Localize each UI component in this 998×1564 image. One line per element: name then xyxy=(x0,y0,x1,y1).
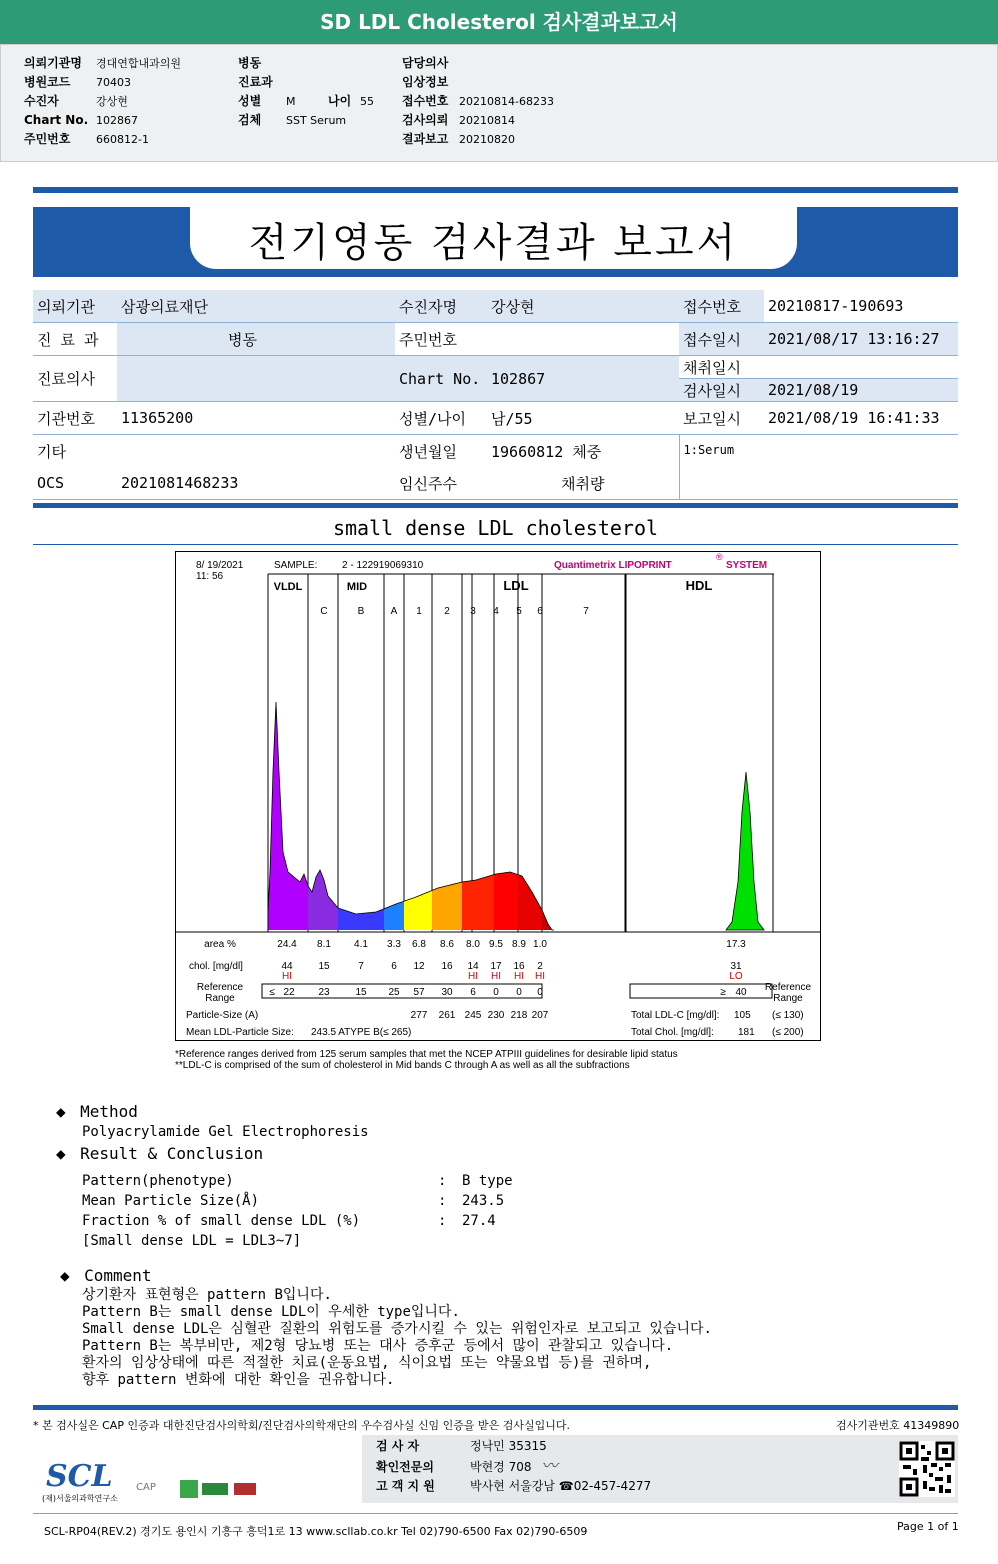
ref-value: 30 xyxy=(441,987,453,998)
chart-footnote-1: *Reference ranges derived from 125 serum samples that met the NCEP ATPIII guidelines for desirable lipid status xyxy=(175,1049,678,1060)
ref-hdl-box xyxy=(630,984,772,998)
chol-value: 6 xyxy=(391,961,397,972)
peak-fill-6 xyxy=(518,875,542,930)
diamond-bullet-icon: ◆ xyxy=(60,1266,70,1285)
chart-brand-tail: SYSTEM xyxy=(726,560,768,571)
band-label: 5 xyxy=(516,606,522,617)
particle-value: 277 xyxy=(410,1010,428,1021)
area-value: 17.3 xyxy=(726,939,746,950)
chart-footnote-2: **LDL-C is comprised of the sum of cholesterol in Mid bands C through A as well as all the subfractions xyxy=(175,1060,630,1071)
peak-fill-7 xyxy=(542,910,554,930)
comment-heading: Comment xyxy=(84,1266,152,1285)
ref-value: 6 xyxy=(470,987,476,998)
particle-label: Particle-Size (A) xyxy=(186,1010,259,1021)
band-label: 6 xyxy=(537,606,543,617)
header-col1: 의뢰기관명 경대연합내과의원 병원코드 70403 수진자 강상현 Chart No. 102867 주민번호 660812-1 xyxy=(24,56,182,146)
signature-icon: 〰 xyxy=(541,1456,558,1475)
chol-value: 44 xyxy=(281,961,293,972)
chol-value: 31 xyxy=(730,961,742,972)
area-value: 1.0 xyxy=(533,939,547,950)
inst-number: 검사기관번호 41349890 xyxy=(836,1419,960,1432)
band-label: 3 xyxy=(470,606,476,617)
chart-brand: Quantimetrix LIPOPRINT xyxy=(554,560,672,571)
total-chol-ref: (≤ 200) xyxy=(772,1027,804,1038)
area-value: 8.1 xyxy=(317,939,331,950)
area-value: 8.6 xyxy=(440,939,454,950)
chol-value: 16 xyxy=(513,961,525,972)
header-col2: 병동 진료과 성별 M 나이 55 검체 SST Serum xyxy=(238,56,374,127)
particle-value: 245 xyxy=(464,1010,482,1021)
section-rule xyxy=(33,503,958,508)
diamond-bullet-icon: ◆ xyxy=(56,1144,66,1163)
list-item: Mean Particle Size(Å) : 243.5 xyxy=(82,1193,505,1209)
comment-lines: 상기환자 표현형은 pattern B입니다. Pattern B는 small dense LDL이 우세한 type입니다. Small dense LDL은 심혈관 질환의 위험도를 증가시킬 수 있는 위험인자로 보고되고 있습니다. Pattern B는 복부비만, 제2형 당뇨병 또는 대사 증후군 등에서 많이 관찰되고 있습니다. 환자의 임상상태에 따른 적절한 치료(운동요법, 식이요법 또는 약물요법 등)를 권하며, 향후 pattern 변화에 대한 확인을 권유합니다. xyxy=(82,1287,712,1388)
report-header-title: SD LDL Cholesterol 검사결과보고서 xyxy=(0,0,998,44)
total-chol-value: 181 xyxy=(738,1027,755,1038)
area-value: 24.4 xyxy=(277,939,297,950)
total-ldl-label: Total LDL-C [mg/dl]: xyxy=(631,1010,720,1021)
report-title: 전기영동 검사결과 보고서 xyxy=(248,220,739,266)
table-row: 기타 생년월일 19660812 체중 1:Serum xyxy=(33,435,958,468)
hdl-peak xyxy=(726,772,764,930)
header-col3: 담당의사 임상정보 접수번호 20210814-68233 검사의뢰 20210814 결과보고 20210820 xyxy=(402,56,554,146)
group-label: VLDL xyxy=(273,581,303,593)
chol-value: 7 xyxy=(358,961,364,972)
chol-row-label: chol. [mg/dl] xyxy=(189,961,243,972)
band-label: A xyxy=(390,606,398,617)
table-row: 진료의사 Chart No. 102867 채취일시 xyxy=(33,356,958,379)
table-row: 검사일시 2021/08/19 xyxy=(33,379,958,402)
peak-fill-B xyxy=(308,870,338,930)
banner-top-rule xyxy=(33,187,958,193)
list-item: Fraction % of small dense LDL (%) : 27.4 xyxy=(82,1213,496,1229)
chol-value: 17 xyxy=(490,961,502,972)
group-label: MID xyxy=(346,581,368,593)
group-label: HDL xyxy=(685,578,713,593)
table-row: 진 료 과 병동 주민번호 접수일시 2021/08/17 13:16:27 xyxy=(33,323,958,356)
area-value: 9.5 xyxy=(489,939,503,950)
particle-value: 230 xyxy=(487,1010,505,1021)
ref-value: 15 xyxy=(355,987,367,998)
ref-right-label-2: Range xyxy=(773,993,803,1004)
result-heading: Result & Conclusion xyxy=(80,1144,264,1163)
ref-right-label-1: Reference xyxy=(764,982,812,993)
method-section xyxy=(56,1102,138,1121)
signature-lines: 검 사 자 정낙민 35315 확인전문의 박현경 708 〰 고 객 지 원 박사현 서울강남 ☎02-457-4277 xyxy=(376,1439,652,1493)
footer-rule xyxy=(33,1405,958,1410)
ref-value: 0 xyxy=(493,987,499,998)
particle-value: 207 xyxy=(531,1010,549,1021)
flag-value: HI xyxy=(282,971,292,982)
footer-address: SCL-RP04(REV.2) 경기도 용인시 기흥구 흥덕1로 13 www.scllab.co.kr Tel 02)790-6500 Fax 02)790-6509 xyxy=(44,1525,588,1538)
peak-fill-1 xyxy=(384,901,404,930)
chol-value: 12 xyxy=(413,961,425,972)
flag-value: HI xyxy=(468,971,478,982)
peak-fill-C xyxy=(268,702,308,930)
area-value: 3.3 xyxy=(387,939,401,950)
ref-value: 23 xyxy=(318,987,330,998)
ref-value: 57 xyxy=(413,987,425,998)
comment-section xyxy=(60,1266,152,1285)
chart-brand-mark: ® xyxy=(716,552,723,562)
method-heading: Method xyxy=(80,1102,138,1121)
peak-fill-5 xyxy=(494,872,518,930)
area-value: 8.0 xyxy=(466,939,480,950)
band-label: 1 xyxy=(416,606,422,617)
chol-value: 14 xyxy=(467,961,479,972)
total-ldl-value: 105 xyxy=(734,1010,751,1021)
chart-title-rule xyxy=(33,544,958,545)
band-label: 2 xyxy=(444,606,450,617)
band-label: C xyxy=(320,606,328,617)
band-label: B xyxy=(357,606,365,617)
chart-sample-label: SAMPLE: xyxy=(274,560,318,571)
footer-bottom-rule xyxy=(33,1513,958,1514)
scl-logo-sub: (재)서울의과학연구소 xyxy=(42,1494,118,1503)
chol-value: 15 xyxy=(318,961,330,972)
ref-hdl-value: 40 xyxy=(735,987,747,998)
diamond-bullet-icon: ◆ xyxy=(56,1102,66,1121)
peak-fill-3 xyxy=(432,882,462,930)
ref-le: ≤ xyxy=(269,987,275,998)
eda-logo-icon xyxy=(202,1483,228,1495)
total-chol-label: Total Chol. [mg/dl]: xyxy=(631,1027,714,1038)
chart-sample-value: 2 - 122919069310 xyxy=(342,560,424,571)
area-row-label: area % xyxy=(204,939,236,950)
table-row: 기관번호 11365200 성별/나이 남/55 보고일시 2021/08/19 16:41:33 xyxy=(33,402,958,435)
flag-value: HI xyxy=(535,971,545,982)
mean-label: Mean LDL-Particle Size: xyxy=(186,1027,294,1038)
ref-value: 0 xyxy=(516,987,522,998)
particle-value: 218 xyxy=(510,1010,528,1021)
method-text: Polyacrylamide Gel Electrophoresis xyxy=(82,1124,369,1140)
ref-box xyxy=(262,984,542,998)
area-value: 4.1 xyxy=(354,939,368,950)
chol-value: 2 xyxy=(537,961,543,972)
table-row: OCS 2021081468233 임신주수 채취량 xyxy=(33,467,958,500)
area-value: 8.9 xyxy=(512,939,526,950)
chol-value: 16 xyxy=(441,961,453,972)
chart-title: small dense LDL cholesterol xyxy=(332,516,659,540)
total-ldl-ref: (≤ 130) xyxy=(772,1010,804,1021)
chart-date: 8/ 19/2021 xyxy=(196,560,244,571)
flag-value: LO xyxy=(729,971,743,982)
ref-label-1: Reference xyxy=(196,982,244,993)
table-row: 의뢰기관 삼광의료재단 수진자명 강상현 접수번호 20210817-190693 xyxy=(33,290,958,323)
chart-time: 11: 56 xyxy=(196,571,224,582)
page-number: Page 1 of 1 xyxy=(897,1520,959,1533)
ref-label-2: Range xyxy=(205,993,235,1004)
nrab-logo-icon xyxy=(234,1483,256,1495)
cert-logo-icon xyxy=(180,1480,198,1498)
ref-hdl-ge: ≥ xyxy=(720,987,726,998)
lipoprint-svg xyxy=(176,552,820,1040)
cert-text: * 본 검사실은 CAP 인증과 대한진단검사의학회/진단검사의학재단의 우수검사실 신임 인증을 받은 검사실입니다. xyxy=(33,1419,571,1432)
band-label: 4 xyxy=(493,606,499,617)
result-note: [Small dense LDL = LDL3~7] xyxy=(82,1233,302,1249)
peak-fill-4 xyxy=(462,875,494,930)
lipoprint-chart xyxy=(175,551,821,1041)
scl-logo: SCL xyxy=(46,1459,113,1494)
list-item: Pattern(phenotype) : B type xyxy=(82,1173,513,1189)
flag-value: HI xyxy=(491,971,501,982)
ref-value: 25 xyxy=(388,987,400,998)
cap-logo: CAP xyxy=(136,1482,156,1493)
qr-code-icon xyxy=(899,1441,955,1497)
area-value: 6.8 xyxy=(412,939,426,950)
band-label: 7 xyxy=(583,606,589,617)
result-list xyxy=(82,1171,513,1251)
flag-value: HI xyxy=(514,971,524,982)
ref-value: 22 xyxy=(283,987,295,998)
particle-value: 261 xyxy=(438,1010,456,1021)
ref-value: 0 xyxy=(537,987,543,998)
patient-info-table xyxy=(33,290,958,500)
group-label: LDL xyxy=(503,578,529,593)
result-section xyxy=(56,1144,263,1163)
mean-value: 243.5 ATYPE B(≤ 265) xyxy=(311,1027,412,1038)
